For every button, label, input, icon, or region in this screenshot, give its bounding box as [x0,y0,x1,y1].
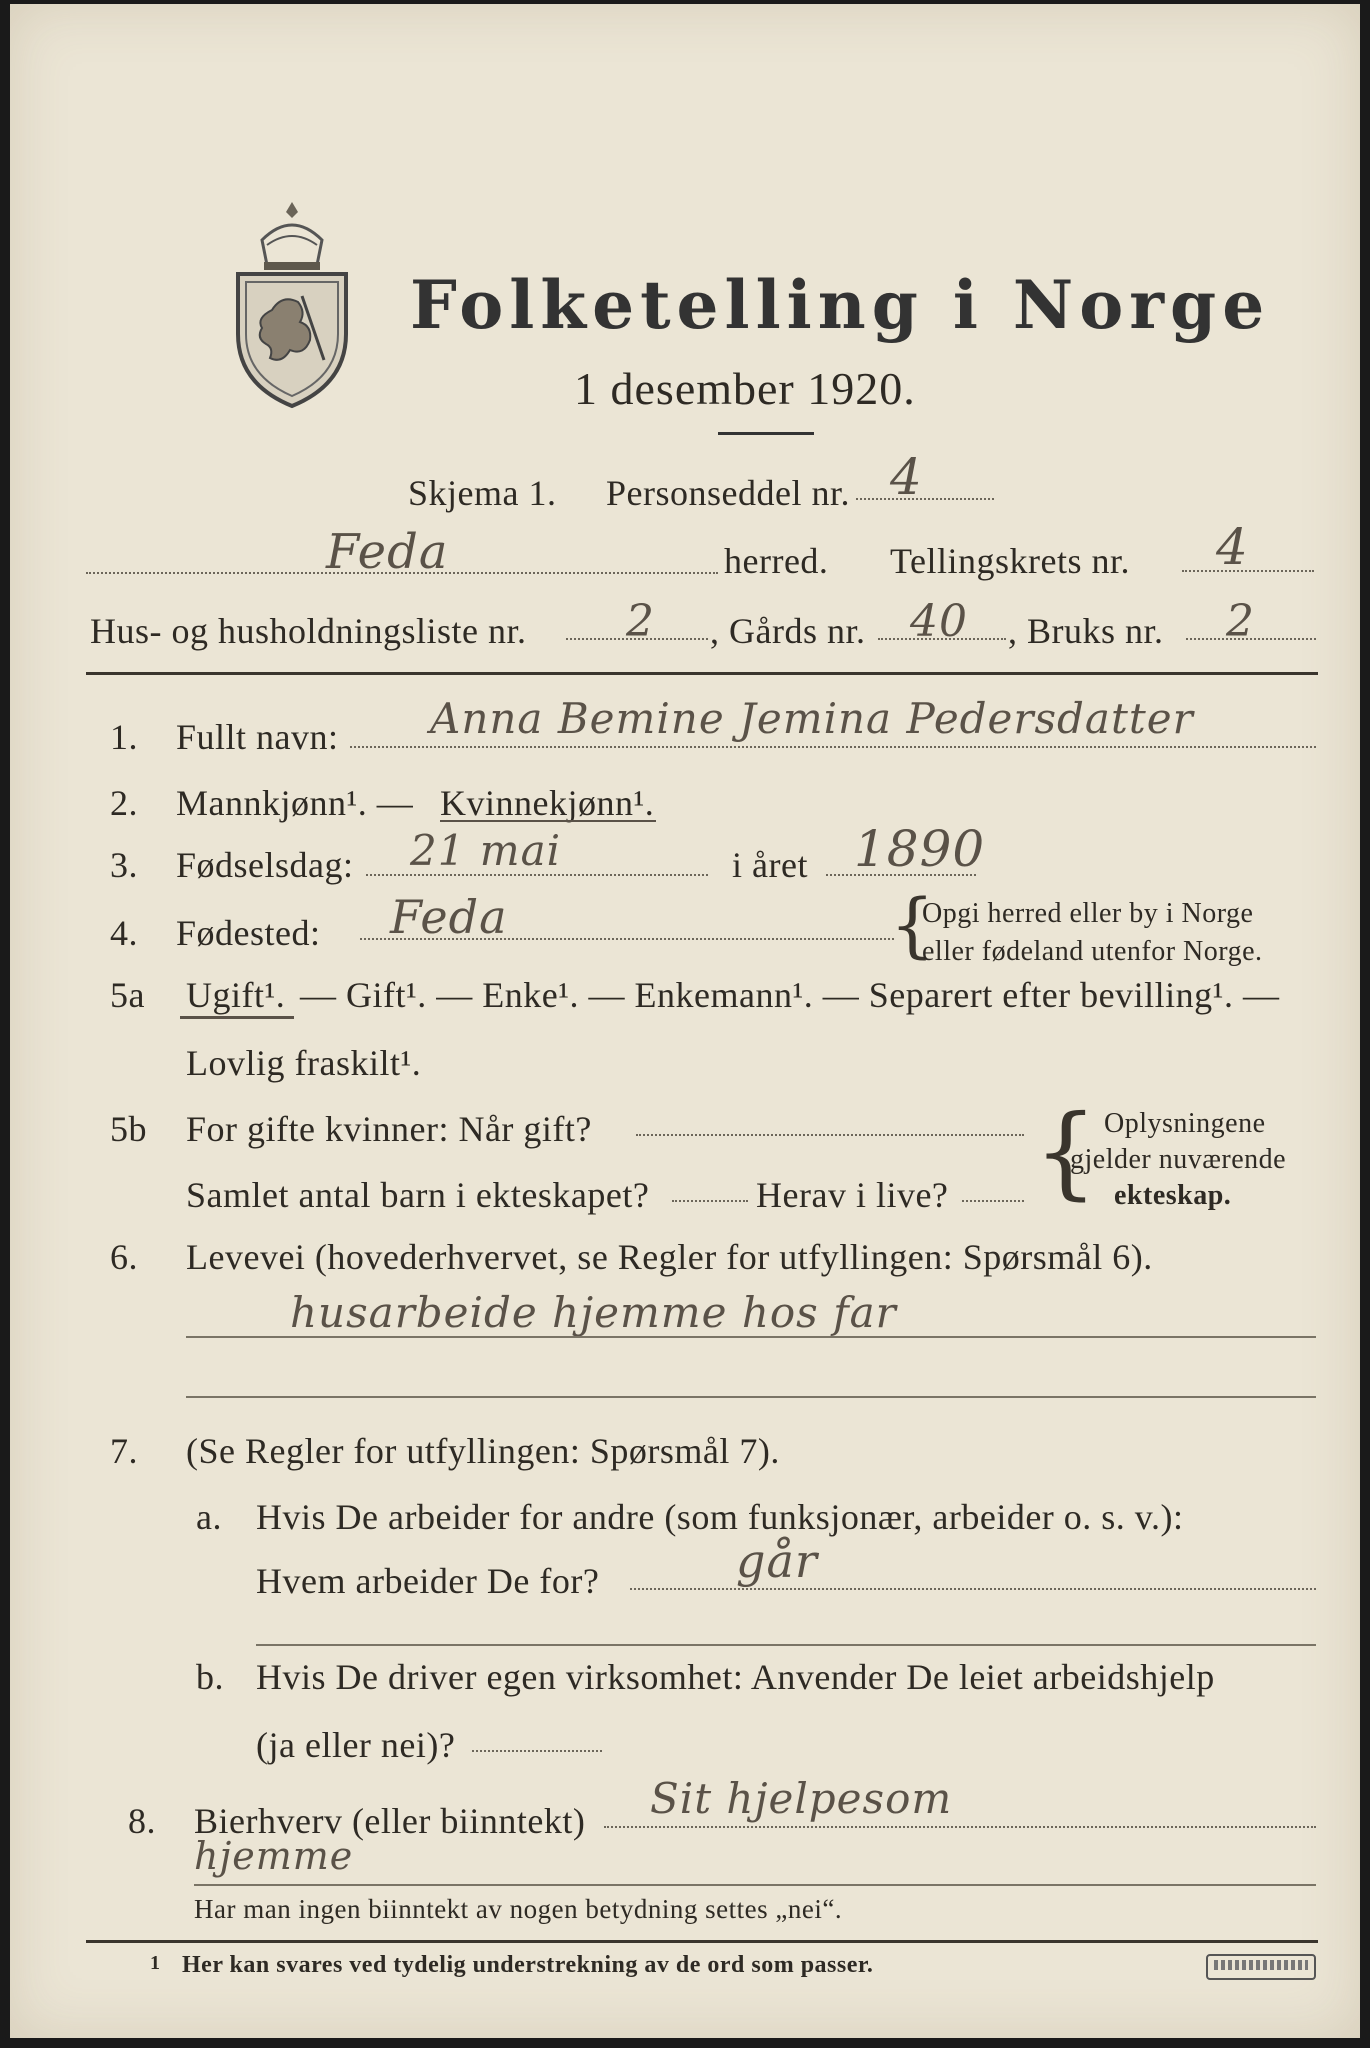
personseddel-value: 4 [890,448,923,506]
q6-value: husarbeide hjemme hos far [290,1288,897,1337]
q5b-note-3: ekteskap. [1114,1180,1232,1211]
herred-label: herred. [724,541,829,581]
title-divider [718,432,814,435]
footer-divider [86,1940,1318,1943]
q8-value-2: hjemme [194,1834,354,1878]
tellingskrets-value: 4 [1216,518,1249,576]
q5b-field-line-2 [672,1200,748,1202]
q2-mann: Mannkjønn¹. — [176,783,414,823]
q5b-field-line-3 [962,1200,1024,1202]
q1-number: 1. [110,717,138,757]
gards-value: 40 [910,596,968,647]
q5b-label-3: Herav i live? [756,1175,949,1215]
q7b-label: Hvis De driver egen virksomhet: Anvender De leiet arbeidshjelp [256,1657,1215,1697]
q1-field-line [350,746,1316,748]
q3-label: Fødselsdag: [176,845,354,885]
q7a-value: går [736,1534,818,1588]
section-divider [86,672,1318,675]
q5b-note-1: Oplysningene [1104,1108,1266,1139]
q4-label: Fødested: [176,913,321,953]
census-form [10,4,1360,2038]
biinntekt-note: Har man ingen biinntekt av nogen betydning settes „nei“. [194,1894,843,1924]
bruks-label: , Bruks nr. [1008,611,1164,651]
q7a-letter: a. [196,1497,222,1537]
q5b-note-2: gjelder nuværende [1070,1144,1287,1175]
printer-stamp [1206,1954,1316,1980]
q7a-sub: Hvem arbeider De for? [256,1561,600,1601]
q6-line-1 [186,1336,1316,1338]
personseddel-label: Personseddel nr. [606,473,850,513]
q6-line-2 [186,1396,1316,1398]
q4-note-2: eller fødeland utenfor Norge. [922,936,1263,967]
q8-number: 8. [128,1801,156,1841]
q3-value: 21 mai [410,826,562,875]
q4-value: Feda [390,890,508,944]
herred-value: Feda [326,524,449,580]
q7b-letter: b. [196,1657,224,1697]
q1-label: Fullt navn: [176,717,339,757]
q5a-underline [180,1016,294,1019]
q1-value: Anna Bemine Jemina Pedersdatter [430,694,1194,743]
q5a-line2: Lovlig fraskilt¹. [186,1043,422,1083]
q4-note-1: Opgi herred eller by i Norge [922,898,1254,929]
q8-value: Sit hjelpesom [650,1774,953,1823]
coat-of-arms-icon [232,200,352,410]
schema-label: Skjema 1. [408,473,557,513]
hus-label: Hus- og husholdningsliste nr. [90,611,527,651]
q5b-label-2: Samlet antal barn i ekteskapet? [186,1175,650,1215]
q5a-options: — Gift¹. — Enke¹. — Enkemann¹. — Separert efter bevilling¹. — [300,975,1280,1015]
q5a-ugift: Ugift¹. [186,975,286,1015]
q7b-sub: (ja eller nei)? [256,1725,456,1765]
q7a-field-line [630,1588,1316,1590]
form-title: Folketelling i Norge [410,266,1271,344]
q7-label: (Se Regler for utfyllingen: Spørsmål 7). [186,1431,780,1471]
gards-label: , Gårds nr. [710,611,866,651]
personseddel-field-line [856,498,994,500]
q7a-line-2 [256,1644,1316,1646]
bruks-value: 2 [1226,596,1255,647]
q5a-number: 5a [110,975,145,1015]
q3-year-value: 1890 [854,820,986,878]
footnote-number: 1 [150,1952,161,1974]
q5b-number: 5b [110,1109,147,1149]
q6-label: Levevei (hovederhvervet, se Regler for utfyllingen: Spørsmål 6). [186,1237,1153,1277]
footnote-text: Her kan svares ved tydelig understrekning av de ord som passer. [182,1952,874,1978]
census-date: 1 desember 1920. [574,363,916,414]
q4-brace: { [890,884,935,966]
q3-number: 3. [110,845,138,885]
hus-value: 2 [626,596,655,647]
q8-line-2 [194,1884,1316,1886]
q5b-field-line-1 [636,1134,1024,1136]
q8-field-line [604,1826,1316,1828]
q7b-field-line [472,1750,602,1752]
q2-kvinne: Kvinnekjønn¹. [440,783,655,823]
q7-number: 7. [110,1431,138,1471]
tellingskrets-label: Tellingskrets nr. [890,541,1130,581]
q4-number: 4. [110,913,138,953]
q8-label: Bierhverv (eller biinntekt) [194,1801,586,1841]
q3-year-label: i året [732,845,808,885]
q5b-label-1: For gifte kvinner: Når gift? [186,1109,592,1149]
q7a-label: Hvis De arbeider for andre (som funksjonær, arbeider o. s. v.): [256,1497,1184,1537]
q2-number: 2. [110,783,138,823]
q2-underline [440,820,656,822]
q5b-brace: { [1034,1093,1098,1210]
q6-number: 6. [110,1237,138,1277]
